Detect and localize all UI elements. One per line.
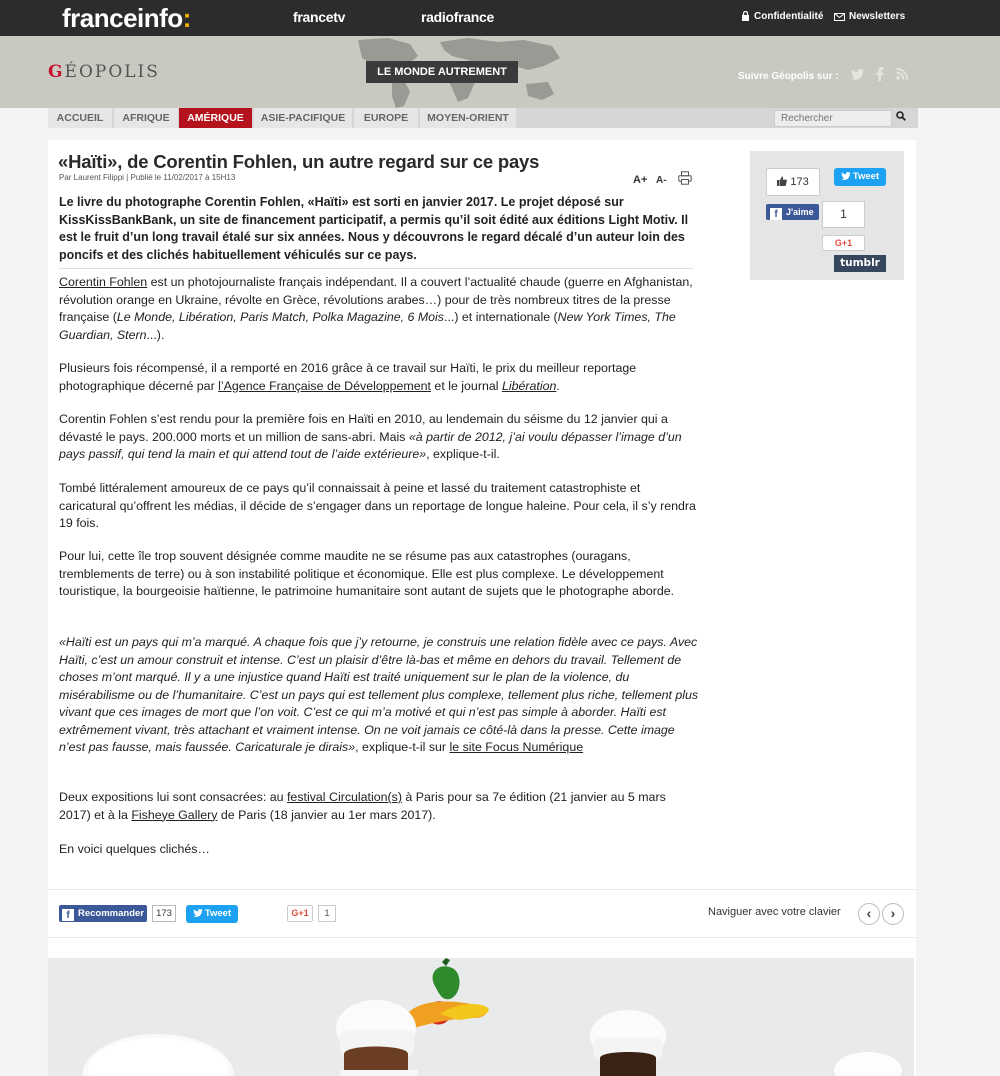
facebook-icon: f xyxy=(62,909,74,921)
privacy-label: Confidentialité xyxy=(754,11,824,22)
tumblr-button[interactable]: tumblr xyxy=(834,255,886,272)
search-button[interactable] xyxy=(896,111,906,124)
paragraph-7-text-a: Deux expositions lui sont consacrées: au xyxy=(59,790,287,804)
font-decrease-button[interactable]: A- xyxy=(656,175,667,186)
bottom-tweet-label: Tweet xyxy=(204,908,232,919)
tweet-label: Tweet xyxy=(852,171,880,182)
facebook-icon[interactable] xyxy=(875,67,884,84)
paragraph-7-text-b: à Paris pour sa 7e édition (21 janvier au 5 mars 2017) et à la xyxy=(59,790,666,822)
paragraph-5: Pour lui, cette île trop souvent désignée comme maudite ne se résume pas aux catastrophes (ouragans, tremblements de terre) ou à son instabilité politique et économique. Elle est plus complexe. Le développement touristique, la bourgeoisie haïtienne, le patrimoine humanitaire sont autant de sujets que le photographe aborde. xyxy=(59,549,675,598)
paragraph-3 xyxy=(59,411,699,464)
chevron-right-icon: › xyxy=(890,905,896,921)
paragraph-1-text-a: est un photojournaliste français indépendant. Il a couvert l’actualité chaude (guerre en Afghanistan, révolution orange en Ukraine, révolte en Grèce, révolutions arabes…) pour de très nombreux titres de la presse française ( xyxy=(59,275,693,324)
geopolis-logo-rest: ÉOPOLIS xyxy=(64,62,160,82)
paragraph-8: En voici quelques clichés… xyxy=(59,842,210,856)
paragraph-7 xyxy=(59,789,699,824)
recommend-label: Recommander xyxy=(78,908,144,919)
paragraph-6-text: , explique-t-il sur xyxy=(355,740,450,754)
tab-amerique[interactable]: AMÉRIQUE xyxy=(179,108,252,128)
font-increase-button[interactable]: A+ xyxy=(633,174,648,186)
prev-arrow-button[interactable] xyxy=(858,903,880,925)
tab-asie-pacifique[interactable]: ASIE-PACIFIQUE xyxy=(254,108,352,128)
thumbs-up-icon xyxy=(777,176,787,186)
paragraph-2-text-b: et le journal xyxy=(430,378,502,393)
article-byline: Par Laurent Filippi | Publié le 11/02/2017 à 15H13 xyxy=(59,173,236,182)
tab-accueil[interactable]: ACCUEIL xyxy=(48,108,112,128)
privacy-link[interactable] xyxy=(741,11,823,22)
facebook-icon: f xyxy=(770,208,782,220)
article-photo xyxy=(48,958,914,1076)
article-title: «Haïti», de Corentin Fohlen, un autre regard sur ce pays xyxy=(58,151,540,172)
keyboard-nav-label: Naviguer avec votre clavier xyxy=(708,906,841,918)
bottom-gplus-button[interactable]: G+1 xyxy=(287,905,313,922)
paragraph-3-text-a: Corentin Fohlen s’est rendu pour la première fois en Haïti en 2010, au lendemain du séisme du 12 janvier qui a dévasté le pays. 200.000 morts et un million de sans-abri. Mais xyxy=(59,412,668,444)
paragraph-2-text-a: Plusieurs fois récompensé, il a remporté en 2016 grâce à ce travail sur Haïti, le prix du meilleur reportage photographique décerné par xyxy=(59,361,637,393)
paragraph-6-quote: «Haïti est un pays qui m’a marqué. A chaque fois que j’y retourne, je construis une relation fidèle avec ce pays. Avec Haïti, c’est un amour construit et intense. C’est un plaisir d’être là-bas et même en dehors du travail. Tellement de choses m’ont marqué. Il y a une injustice quand Haïti est traité uniquement sur le plan de la violence, du misérabilisme ou de l’humanitaire. C’est un pays qui est tellement plus complexe, tellement plus riche, tellement plus vivant que ces images de mort que l’on voit. C’est ce qui m’a motivé et qui n’est pas simple à aborder. Haïti est extrêmement vivant, très attachant et vraiment intense. On ne voit jamais ce côté-là dans la presse. Cette image n’est pas fausse, mais faussée. Caricaturale je dirais» xyxy=(59,635,699,754)
franceinfo-logo[interactable] xyxy=(62,3,191,34)
chefs-photo-graphic xyxy=(48,958,914,1076)
franceinfo-logo-colon: : xyxy=(182,3,191,33)
link-fisheye-gallery[interactable]: Fisheye Gallery xyxy=(131,807,218,822)
paragraph-6 xyxy=(59,634,699,757)
newsletters-label: Newsletters xyxy=(849,11,906,22)
paragraph-1 xyxy=(59,274,699,344)
link-liberation[interactable]: Libération xyxy=(501,378,557,393)
gplus-button[interactable]: G+1 xyxy=(822,235,865,251)
bottom-tweet-button[interactable] xyxy=(186,905,238,923)
article-lead: Le livre du photographe Corentin Fohlen, «Haïti» est sorti en janvier 2017. Le projet déposé sur KissKissBankBank, un site de financement participatif, a permis qu’il soit édité aux éditions Light Motiv. Il est le fruit d’un long travail étalé sur six années. Nous y découvrons le regard décalé d’un auteur loin des poncifs et des clichés habituellement véhiculés sur ce pays. xyxy=(59,195,689,262)
gplus-count: 1 xyxy=(822,201,865,228)
link-afd[interactable]: l’Agence Française de Développement xyxy=(218,378,431,393)
franceinfo-logo-text: franceinfo xyxy=(62,3,183,33)
tab-moyen-orient[interactable]: MOYEN-ORIENT xyxy=(420,108,516,128)
paragraph-2 xyxy=(59,360,699,395)
envelope-icon xyxy=(834,13,845,21)
paragraph-1-text-c: ...). xyxy=(146,327,165,342)
nav-francetv[interactable]: francetv xyxy=(293,9,346,25)
link-corentin-fohlen[interactable]: Corentin Fohlen xyxy=(59,275,148,289)
paragraph-1-italic-b: New York Times, The Guardian, Stern xyxy=(59,310,676,342)
print-button[interactable] xyxy=(678,171,692,190)
tweet-button[interactable] xyxy=(834,168,886,186)
paragraph-3-text-b: , explique-t-il. xyxy=(426,447,500,461)
lock-icon xyxy=(741,11,750,21)
printer-icon xyxy=(678,171,692,185)
like-count-box xyxy=(766,168,820,196)
search-icon xyxy=(896,111,906,121)
paragraph-3-quote: «à partir de 2012, j’ai voulu dépasser l’image d’un pays passif, qui tend la main et qui attend tout de l’aide extérieure» xyxy=(59,429,682,461)
twitter-bird-icon xyxy=(193,909,203,917)
paragraph-7-text-c: de Paris (18 janvier au 1er mars 2017). xyxy=(217,807,436,822)
paragraph-4: Tombé littéralement amoureux de ce pays qu’il connaissait à peine et lassé du traitement catastrophiste et caricatural qu’offrent les médias, il décide de s’engager dans un reportage de longue haleine. Pour cela, il s’y rendra 19 fois. xyxy=(59,481,696,530)
tagline-banner: LE MONDE AUTREMENT xyxy=(366,61,518,83)
share-bar-divider-bottom xyxy=(48,937,916,938)
tab-afrique[interactable]: AFRIQUE xyxy=(114,108,178,128)
like-label: J'aime xyxy=(786,207,814,217)
paragraph-1-italic-a: Le Monde, Libération, Paris Match, Polka Magazine, 6 Mois xyxy=(116,310,445,324)
facebook-recommend-button[interactable] xyxy=(59,905,147,922)
nav-radiofrance[interactable]: radiofrance xyxy=(421,9,494,25)
search-input[interactable] xyxy=(774,110,892,127)
next-arrow-button[interactable] xyxy=(882,903,904,925)
link-festival-circulations[interactable]: festival Circulation(s) xyxy=(286,790,402,804)
geopolis-logo[interactable] xyxy=(48,62,160,82)
chevron-left-icon: ‹ xyxy=(866,905,872,921)
recommend-count: 173 xyxy=(152,905,176,922)
twitter-bird-icon xyxy=(841,172,851,180)
paragraph-2-text-c: . xyxy=(556,378,560,393)
facebook-like-button[interactable] xyxy=(766,204,819,220)
follow-label: Suivre Géopolis sur : xyxy=(738,71,839,82)
top-bar xyxy=(0,0,1000,36)
paragraph-1-text-b: ...) et internationale ( xyxy=(444,310,558,324)
twitter-icon[interactable] xyxy=(851,67,864,83)
newsletters-link[interactable] xyxy=(834,11,905,22)
tab-europe[interactable]: EUROPE xyxy=(354,108,418,128)
share-bar-divider-top xyxy=(48,889,916,890)
rss-icon[interactable] xyxy=(896,67,908,83)
geopolis-logo-first: G xyxy=(48,62,65,82)
lead-divider xyxy=(59,268,693,269)
link-focus-numerique[interactable]: le site Focus Numérique xyxy=(449,740,584,754)
like-count: 173 xyxy=(790,176,809,188)
bottom-gplus-count: 1 xyxy=(318,905,336,922)
